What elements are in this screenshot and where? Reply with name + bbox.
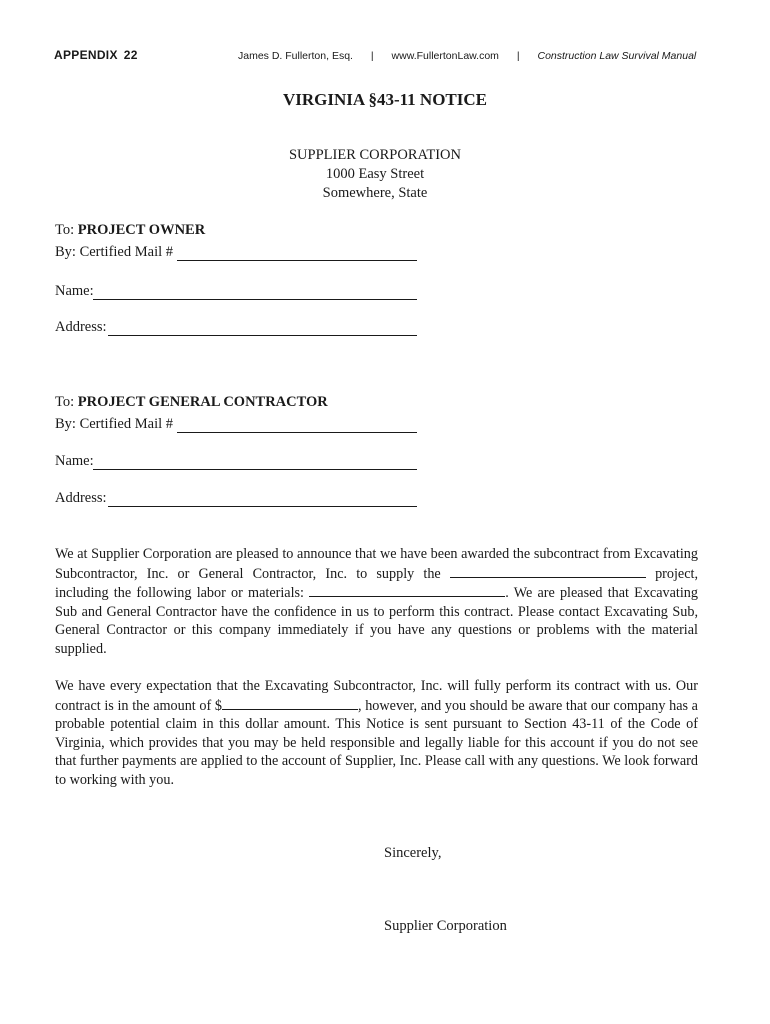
name-blank[interactable] xyxy=(93,469,417,470)
address-blank[interactable] xyxy=(108,335,417,336)
header-separator: | xyxy=(516,50,520,62)
appendix-text: APPENDIX xyxy=(54,48,118,62)
name-label: Name: xyxy=(55,453,94,469)
paragraph-1-text-b: project, including the following labor or materials: xyxy=(55,565,699,602)
name-blank[interactable] xyxy=(93,299,417,300)
address-label: Address: xyxy=(55,490,107,506)
certified-mail-label: By: Certified Mail # xyxy=(55,416,173,432)
owner-name-field[interactable] xyxy=(55,283,94,300)
materials-blank[interactable] xyxy=(309,583,505,597)
to-prefix: To: xyxy=(55,394,75,410)
to-prefix: To: xyxy=(55,222,75,238)
paragraph-1-text-c: . We are pleased that Excavating Sub and General Contractor have the confidence in us to perform this contract. Please contact Excavating Sub, General Contractor or this company immediately if you have any questions or problems with the material supplied. xyxy=(55,585,698,657)
website-link[interactable]: www.FullertonLaw.com xyxy=(391,50,499,62)
certified-mail-blank[interactable] xyxy=(177,432,417,433)
page-header xyxy=(54,48,704,66)
closing-salutation: Sincerely, xyxy=(384,845,442,861)
paragraph-2-text-b: , however, and you should be aware that our company has a probable potential claim in this dollar amount. This Notice is sent pursuant to Section 43-11 of the Code of Virginia, which provides that you may be held responsible and legally liable for this account if you do not see that further payments are applied to the account of Supplier, Inc. Please call with any questions. We look forward to working with you. xyxy=(55,697,698,788)
paragraph-1-text-a: We at Supplier Corporation are pleased to announce that we have been awarded the subcontract from Excavating Subcontractor, Inc. or General Contractor, Inc. to supply the xyxy=(55,546,698,582)
supplier-name: SUPPLIER CORPORATION xyxy=(288,147,462,163)
supplier-address-block xyxy=(0,146,750,203)
supplier-city: Somewhere, State xyxy=(322,185,428,201)
body-paragraph-2 xyxy=(55,677,698,790)
owner-certified-mail-field[interactable] xyxy=(55,244,173,261)
appendix-label xyxy=(54,48,138,62)
address-blank[interactable] xyxy=(108,506,417,507)
header-meta xyxy=(238,50,696,62)
project-blank[interactable] xyxy=(450,564,646,578)
contractor-name-field[interactable] xyxy=(55,453,94,470)
supplier-street: 1000 Easy Street xyxy=(325,166,425,182)
certified-mail-label: By: Certified Mail # xyxy=(55,244,173,260)
amount-blank[interactable] xyxy=(222,696,358,710)
address-label: Address: xyxy=(55,319,107,335)
name-label: Name: xyxy=(55,283,94,299)
owner-recipient: PROJECT OWNER xyxy=(77,222,206,238)
contractor-to-line xyxy=(55,394,328,411)
document-title: VIRGINIA §43-11 NOTICE xyxy=(282,90,488,109)
header-separator: | xyxy=(370,50,374,62)
owner-to-line xyxy=(55,222,205,239)
contractor-recipient: PROJECT GENERAL CONTRACTOR xyxy=(77,394,328,410)
owner-address-field[interactable] xyxy=(55,319,107,336)
manual-title: Construction Law Survival Manual xyxy=(537,50,697,62)
contractor-certified-mail-field[interactable] xyxy=(55,416,173,433)
contractor-address-field[interactable] xyxy=(55,490,107,507)
appendix-number: 22 xyxy=(123,48,138,62)
body-paragraph-1 xyxy=(55,545,698,659)
signature-name: Supplier Corporation xyxy=(384,918,507,934)
certified-mail-blank[interactable] xyxy=(177,260,417,261)
author-name: James D. Fullerton, Esq. xyxy=(238,50,353,62)
paragraph-2-text-a: We have every expectation that the Excavating Subcontractor, Inc. will fully perform its contract with us. Our contract is in the amount of $ xyxy=(55,678,698,714)
